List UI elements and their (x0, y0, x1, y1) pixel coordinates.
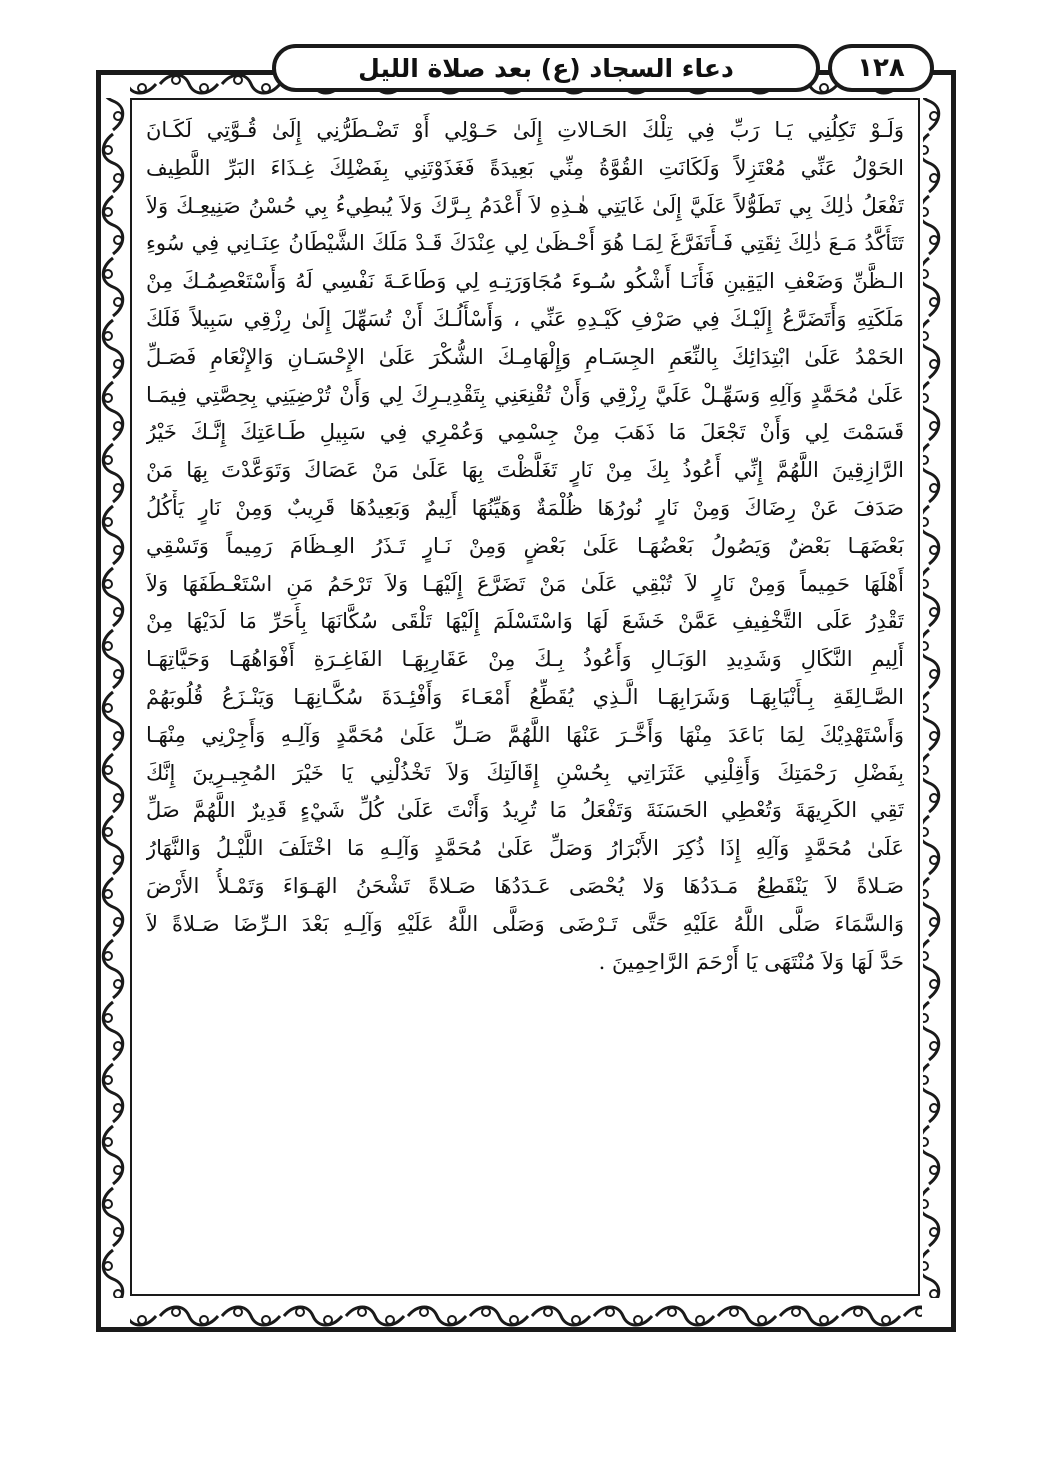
text-line: بِفَضْلِ رَحْمَتِكَ وَأَقِلْنِي عَثَرَاتِي بِحُسْنِ إِقَالَتِكَ وَلاَ تَخْذُلْنِي يَا خَيْرَ المُجِيـرِينَ إِنَّكَ (146, 760, 904, 785)
text-line: أَلِيمِ النَّكَالِ وَشَدِيدِ الوَبَـالِ وَأَعُوذُ بِـكَ مِنْ عَقَارِبِهَـا الفَاغِـرَةِ أَفْوَاهُهَـا وَحَيَّاتِهَـا (146, 647, 904, 672)
text-line: مَلَكَتِهِ وَأَتَضَرَّعُ إِلَيْـكَ فِي صَرْفِ كَيْـدِهِ عَنِّي ، وَأَسْأَلُـكَ أَنْ تُسَهِّلَ إِلَىٰ رِزْقِي سَبِيلاً فَلَكَ (146, 306, 904, 331)
text-line: الحَوْلُ عَنِّي مُعْتَزِلاً وَلَكَانَتِ القُوَّةُ مِنِّي بَعِيدَةً فَغَذَوْتَنِي بِفَضْلِكَ غِـذَاءَ البَرِّ اللَّطِيف (146, 155, 904, 180)
page-number-badge (828, 44, 934, 92)
page-title: دعاء السجاد (ع) بعد صلاة الليل (358, 53, 734, 83)
text-line: صَـلاةً لاَ يَنْقَطِعُ مَـدَدُهَا وَلا يُحْصَى عَـدَدُهَا صَـلاةً تَشْحَنُ الهَـوَاءَ وَتَمْـلأُ الأَرْضَ (146, 873, 904, 898)
text-line: بَعْضَهَـا بَعْضٌ وَيَصُولُ بَعْضُهَـا عَلَىٰ بَعْضٍ وَمِنْ نَـارٍ تَـذَرُ العِـظَامَ رَمِيماً وَتَسْقِي (146, 533, 904, 558)
text-line: عَلَىٰ مُحَمَّدٍ وَآلِهِ إِذَا ذُكِرَ الأَبْرَارُ وَصَلِّ عَلَىٰ مُحَمَّدٍ وَآلِـهِ مَا اخْتَلَفَ اللَّيْـلُ وَالنَّهَارُ (146, 836, 904, 861)
text-line: الرَّازِقِينَ اللَّهُمَّ إِنِّي أَعُوذُ بِكَ مِنْ نَارٍ تَغَلَّظْتَ بِهَا عَلَىٰ مَنْ عَصَاكَ وَتَوَعَّدْتَ بِهَا مَنْ (146, 458, 904, 483)
text-line: عَلَىٰ مُحَمَّدٍ وَآلِهِ وَسَهِّـلْ عَلَيَّ رِزْقِي وَأَنْ تُقْنِعَنِي بِتَقْدِيـرِكَ لِي وَأَنْ تُرْضِيَنِي بِحِصَّتِي فِيمَـا (146, 382, 904, 407)
text-line: أَهْلَهَا حَمِيماً وَمِنْ نَارٍ لاَ تُبْقِي عَلَىٰ مَنْ تَضَرَّعَ إِلَيْهَـا وَلاَ تَرْحَمُ مَنِ اسْتَعْـطَفَهَا وَلاَ (146, 571, 904, 596)
text-line: قَسَمْتَ لِي وَأَنْ تَجْعَلَ مَا ذَهَبَ مِنْ جِسْمِي وَعُمْرِي فِي سَبِيلِ طَـاعَتِكَ إِنَّـكَ خَيْرُ (146, 420, 904, 445)
text-line: تَفْعَلُ ذٰلِكَ بِي تَطَوُّلاً عَلَيَّ إِلَىٰ غَايَتِي هٰـذِهِ لاَ أَعْدَمُ بِـرَّكَ وَلاَ يُبطِيءُ بِي حُسْنُ صَنِيعِـكَ وَلاَ (146, 193, 904, 218)
prayer-text (146, 112, 904, 1222)
text-line: الصَّـالِقَةِ بِـأَنْيَابِهَـا وَشَرَابِهَـا الَّـذِي يُقَطِّعُ أَمْعَـاءَ وَأَفْئِـدَةَ سُكَّـانِهَـا وَيَنْـزَعُ قُلُوبَهُمْ (146, 684, 904, 709)
text-line: وَأَسْتَهْدِيْكَ لِمَا بَاعَدَ مِنْهَا وَأَخَّـرَ عَنْهَا اللَّهُمَّ صَـلِّ عَلَىٰ مُحَمَّدٍ وَآلِـهِ وَأَجِرْنِي مِنْهَـا (146, 722, 904, 747)
page-number: ١٢٨ (857, 53, 905, 83)
text-line: حَدَّ لَهَا وَلاَ مُنْتَهَى يَا أَرْحَمَ الرَّاحِمِينَ . (598, 949, 904, 974)
text-line: تَقْدِرُ عَلَى التَّخْفِيفِ عَمَّنْ خَشَعَ لَهَا وَاسْتَسْلَمَ إِلَيْهَا تَلْقَى سُكَّانَهَا بِأَحَرِّ مَا لَدَيْهَا مِنْ (146, 609, 904, 634)
text-line: وَلَـوْ تَكِلُنِي يَـا رَبِّ فِي تِلْكَ الحَـالاتِ إِلَىٰ حَـوْلِي أَوْ تَضْـطَرُّنِي إِلَىٰ قُـوَّتِي لَكَـانَ (146, 118, 904, 142)
header-title-badge (272, 44, 820, 92)
text-line: وَالسَّمَاءَ صَلَّى اللَّهُ عَلَيْهِ حَتَّى تَـرْضَى وَصَلَّى اللَّهُ عَلَيْهِ وَآلِـهِ بَعْدَ الـرِّضَا صَـلاةً لاَ (146, 911, 904, 936)
text-line: تَتَأَكَّدُ مَـعَ ذٰلِكَ ثِقَتِي فَـأَتَفَرَّغَ لِمَـا هُوَ أَحْـظَىٰ لِي عِنْدَكَ قَـدْ مَلَكَ الشَّيْطَانُ عِنَـانِي فِي سُوءِ (146, 231, 904, 256)
text-line: الـظَّنِّ وَضَعْفِ اليَقِينِ فَأَنَـا أَشْكُو سُـوءَ مُجَاوَرَتِـهِ لِي وَطَاعَـةَ نَفْسِي لَهُ وَأَسْتَعْصِمُـكَ مِنْ (146, 269, 904, 294)
text-line: صَدَفَ عَنْ رِضَاكَ وَمِنْ نَارٍ نُورُهَا ظُلْمَةٌ وَهَيِّنُهَا أَلِيمٌ وَبَعِيدُهَا قَرِيبٌ وَمِنْ نَارٍ يَأْكُلُ (146, 495, 904, 520)
text-line: الحَمْدُ عَلَىٰ ابْتِدَائِكَ بِالنِّعَمِ الجِسَـامِ وَإِلْهَامِـكَ الشُّكْرَ عَلَىٰ الإِحْسَـانِ وَالإِنْعَامِ فَصَـلِّ (146, 344, 904, 369)
text-line: تَقِي الكَرِيهَةَ وَتُعْطِي الحَسَنَةَ وَتَفْعَلُ مَا تُرِيدُ وَأَنْتَ عَلَىٰ كُلِّ شَيْءٍ قَدِيرٌ اللَّهُمَّ صَلِّ (146, 798, 904, 823)
